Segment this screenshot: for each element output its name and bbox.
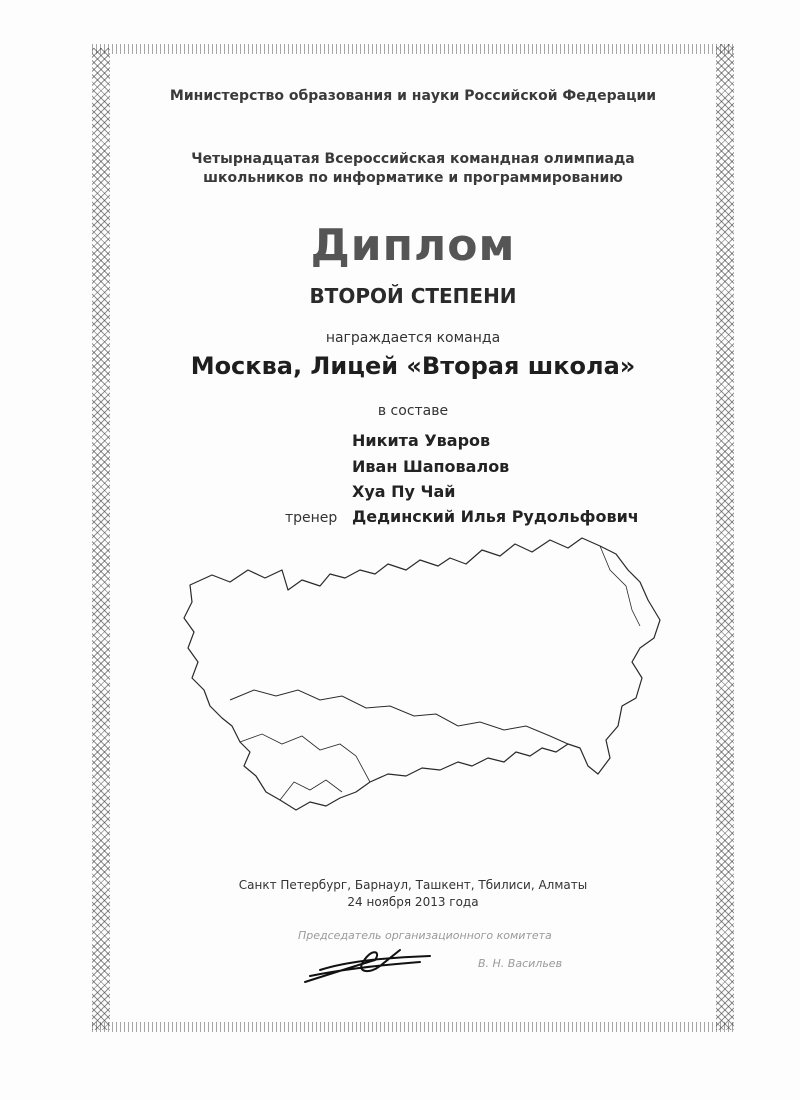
coach-label: тренер (285, 510, 338, 526)
team-member: Иван Шаповалов (352, 457, 510, 476)
olympiad-title (110, 150, 716, 188)
ornamental-border-top (92, 44, 734, 54)
ornamental-border-bottom (92, 1022, 734, 1032)
awarded-text: награждается команда (325, 330, 501, 346)
olympiad-title-line-2: школьников по информатике и программированию (203, 170, 623, 186)
chairman-title: Председатель организационного комитета (298, 929, 552, 942)
team-name: Москва, Лицей «Вторая школа» (190, 352, 636, 380)
coach-name: Дединский Илья Рудольфович (352, 507, 639, 526)
chairman-name: В. Н. Васильев (478, 957, 563, 970)
ornamental-border-right (716, 44, 734, 1030)
russia-map-icon (170, 530, 670, 820)
event-locations: Санкт Петербург, Барнаул, Ташкент, Тбилиси, Алматы (238, 878, 588, 892)
olympiad-title-line-1: Четырнадцатая Всероссийская командная олимпиада (191, 151, 635, 167)
team-member: Хуа Пу Чай (352, 482, 456, 501)
event-date: 24 ноября 2013 года (347, 895, 479, 909)
map-outline (184, 538, 660, 810)
ministry-header: Министерство образования и науки Российской Федерации (169, 88, 657, 104)
diploma-title: Диплом (310, 220, 516, 271)
diploma-degree: ВТОРОЙ СТЕПЕНИ (309, 284, 517, 308)
composition-label: в составе (377, 403, 449, 419)
map-inner-border (230, 690, 568, 744)
ornamental-border-left (92, 48, 110, 1030)
signature-icon (300, 930, 440, 990)
map-region-lines (240, 546, 640, 800)
team-member: Никита Уваров (352, 431, 491, 450)
